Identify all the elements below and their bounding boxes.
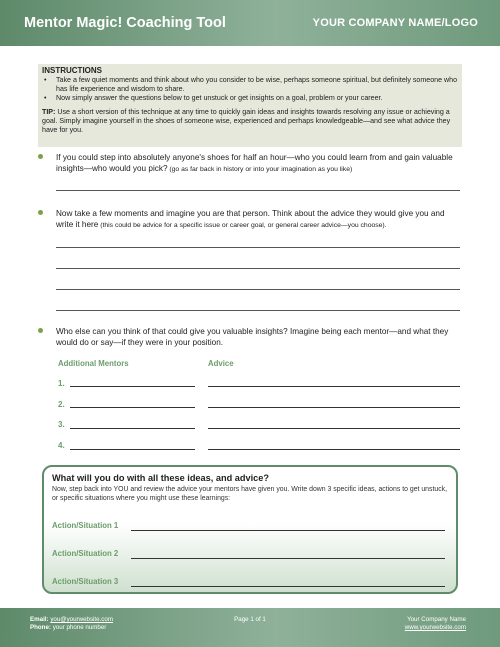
instructions-box (38, 64, 462, 147)
action-line-1[interactable] (131, 530, 445, 531)
question-1 (38, 152, 462, 175)
footer-company (405, 616, 466, 632)
question-2 (38, 208, 462, 231)
bullet-dot-icon (38, 154, 43, 159)
mentor-number: 4. (58, 441, 65, 450)
action-plan-box (42, 465, 458, 594)
answer-line-q2[interactable] (56, 310, 460, 311)
action-line-3[interactable] (131, 586, 445, 587)
phone-value: your phone number (52, 624, 107, 631)
question-text: Now take a few moments and imagine you are that person. Think about the advice they would give you and write it here (56, 209, 445, 229)
advice-column-header: Advice (208, 359, 234, 368)
question-text: Who else can you think of that could give you valuable insights? Imagine being each mentor—and what they would do or say—if they were in your position. (56, 327, 449, 347)
instructions-list (42, 76, 458, 104)
header-banner (0, 0, 500, 46)
mentor-advice-line[interactable] (208, 428, 460, 429)
page-number: Page 1 of 1 (234, 616, 266, 623)
mentor-name-line[interactable] (70, 428, 195, 429)
mentor-advice-line[interactable] (208, 407, 460, 408)
mentor-number: 2. (58, 400, 65, 409)
question-3 (38, 326, 462, 348)
mentor-advice-line[interactable] (208, 449, 460, 450)
phone-label: Phone: (30, 624, 51, 631)
instructions-item: • Now simply answer the questions below to get unstuck or get insights on a goal, problem or your career. (44, 94, 458, 103)
tip-paragraph (42, 108, 458, 136)
tip-text: Use a short version of this technique at any time to quickly gain ideas and insights towards resolving any issue or achieving a goal. Simply imagine yourself in the shoes of someone wise, experienced and perhaps knowledgeable—and see what advice they have for you. (42, 107, 451, 135)
mentor-number: 3. (58, 420, 65, 429)
mentor-number: 1. (58, 379, 65, 388)
mentors-column-header: Additional Mentors (58, 359, 129, 368)
answer-line-q1[interactable] (56, 190, 460, 191)
question-note: (this could be advice for a specific issue or career goal, or general career advice—you choose). (98, 222, 387, 229)
action-label-1: Action/Situation 1 (52, 521, 119, 530)
email-link[interactable]: you@yourwebsite.com (50, 616, 113, 623)
mentor-name-line[interactable] (70, 449, 195, 450)
company-name: Your Company Name (407, 616, 466, 623)
website-link[interactable]: www.yourwebsite.com (404, 624, 466, 631)
instructions-item: • Take a few quiet moments and think about who you consider to be wise, perhaps someone spiritual, but definitely someone who has life experience and wisdom to share. (44, 76, 458, 94)
answer-line-q2[interactable] (56, 289, 460, 290)
action-title: What will you do with all these ideas, and advice? (52, 473, 269, 483)
answer-line-q2[interactable] (56, 268, 460, 269)
action-label-3: Action/Situation 3 (52, 577, 119, 586)
footer-banner (0, 608, 500, 647)
mentor-name-line[interactable] (70, 407, 195, 408)
action-instructions: Now, step back into YOU and review the advice your mentors have given you. Write down 3 specific ideas, actions to get unstuck, or specific situations where you might use these learnings: (52, 486, 448, 502)
mentor-advice-line[interactable] (208, 386, 460, 387)
action-line-2[interactable] (131, 558, 445, 559)
page-title: Mentor Magic! Coaching Tool (24, 15, 226, 31)
question-text: If you could step into absolutely anyone's shoes for half an hour—who you could learn from and gain valuable insights—who would you pick? (56, 153, 453, 173)
bullet-dot-icon (38, 210, 43, 215)
email-label: Email: (30, 616, 49, 623)
company-logo-placeholder: YOUR COMPANY NAME/LOGO (312, 17, 478, 29)
answer-line-q2[interactable] (56, 247, 460, 248)
action-label-2: Action/Situation 2 (52, 549, 119, 558)
instructions-title: INSTRUCTIONS (42, 66, 102, 75)
mentor-name-line[interactable] (70, 386, 195, 387)
tip-label: TIP: (42, 107, 56, 116)
question-note: (go as far back in history or into your imagination as you like) (167, 166, 353, 173)
bullet-dot-icon (38, 328, 43, 333)
